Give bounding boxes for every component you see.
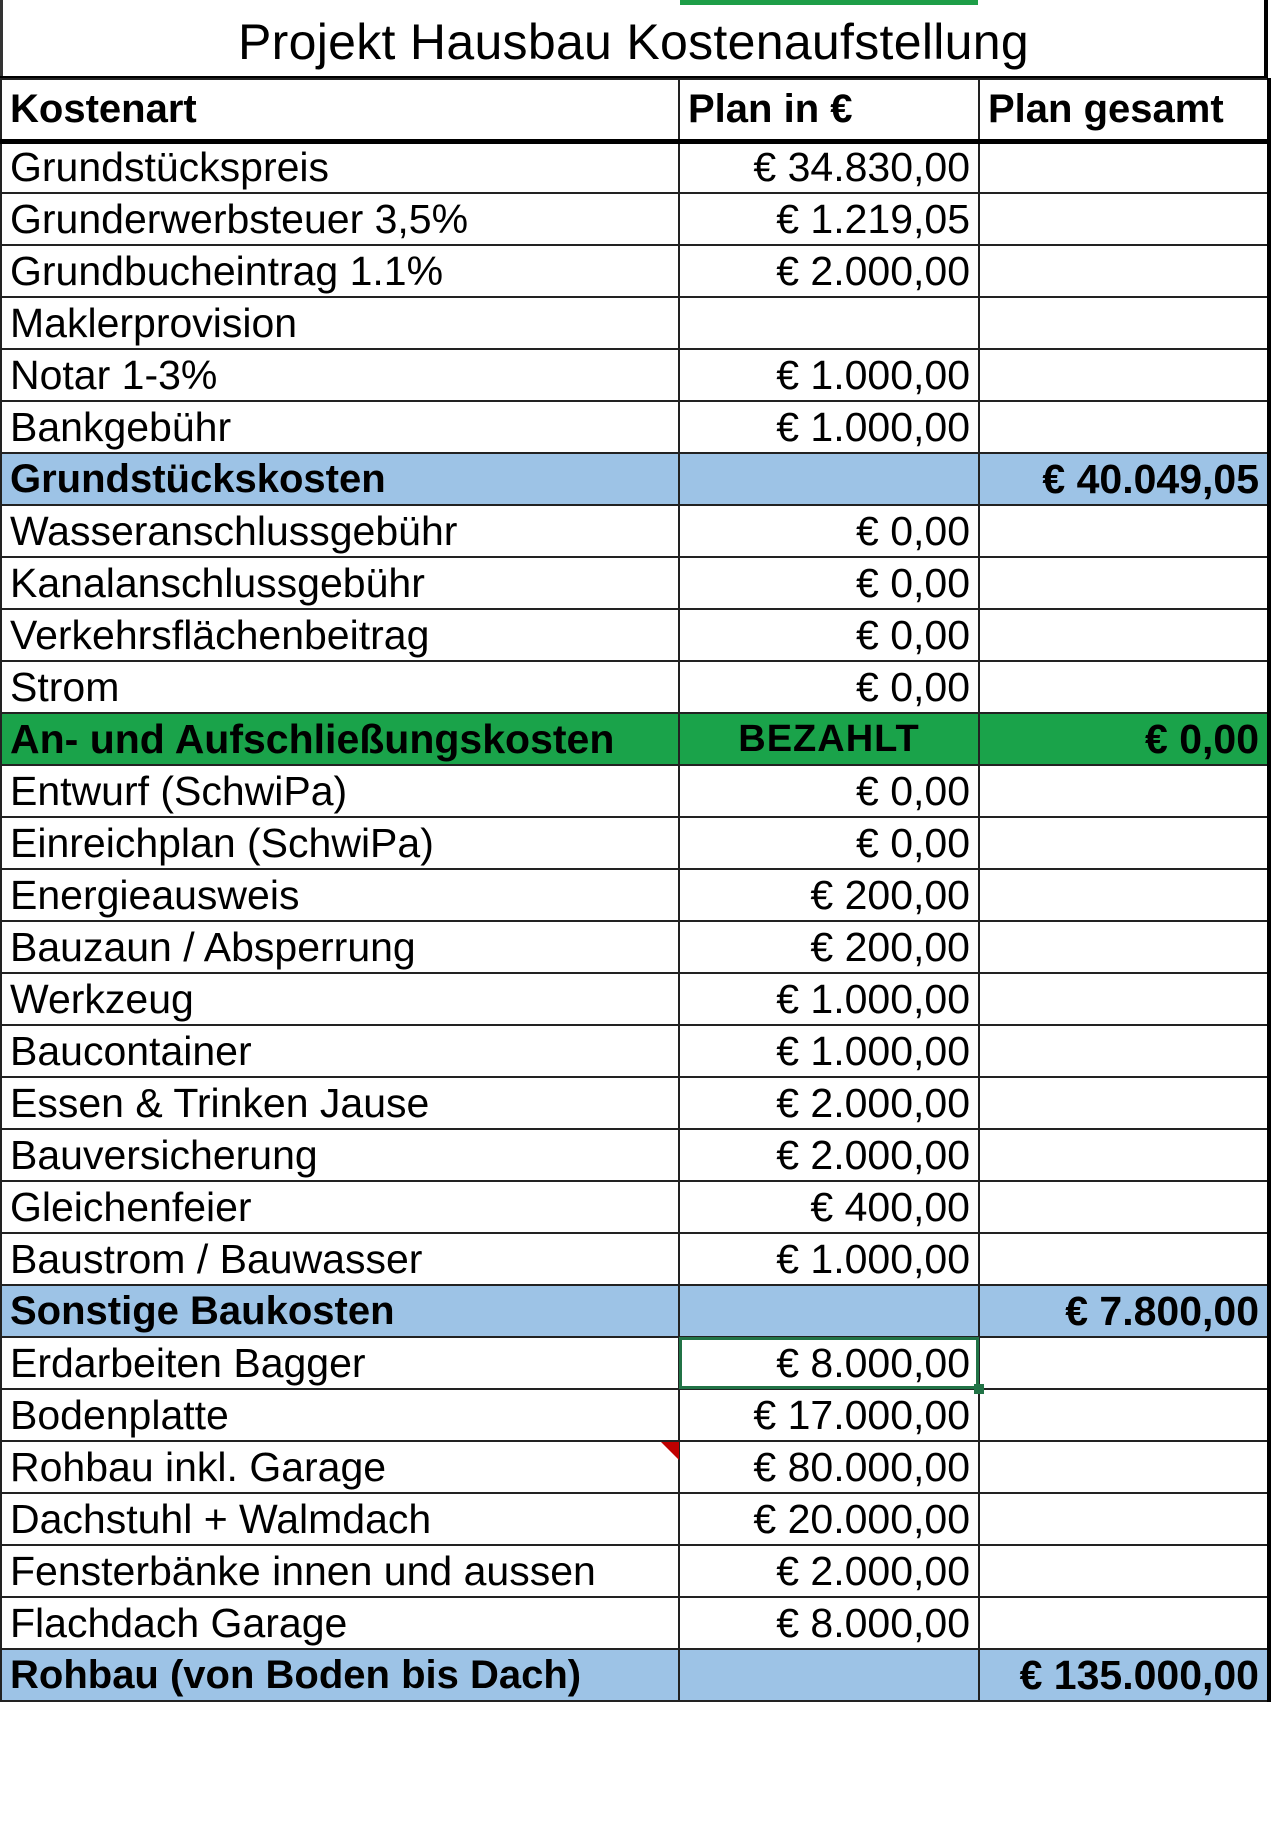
plan-amount-cell[interactable]: € 0,00	[679, 765, 979, 817]
plan-total-cell[interactable]	[979, 557, 1269, 609]
plan-amount-cell[interactable]: € 1.000,00	[679, 1233, 979, 1285]
plan-amount-cell[interactable]: € 0,00	[679, 817, 979, 869]
table-row	[1, 973, 1269, 1025]
cost-type-cell[interactable]: Werkzeug	[1, 973, 679, 1025]
table-row	[1, 505, 1269, 557]
plan-amount-cell[interactable]	[679, 1649, 979, 1701]
plan-amount-cell[interactable]: € 1.000,00	[679, 973, 979, 1025]
plan-amount-cell[interactable]	[679, 453, 979, 505]
table-row	[1, 1025, 1269, 1077]
plan-amount-cell[interactable]: € 0,00	[679, 661, 979, 713]
header-kostenart[interactable]: Kostenart	[1, 79, 679, 141]
plan-total-cell[interactable]	[979, 1077, 1269, 1129]
cost-type-cell[interactable]: Notar 1-3%	[1, 349, 679, 401]
plan-amount-cell[interactable]: € 200,00	[679, 921, 979, 973]
cost-type-cell[interactable]: Fensterbänke innen und aussen	[1, 1545, 679, 1597]
plan-amount-cell[interactable]	[679, 297, 979, 349]
plan-total-cell[interactable]	[979, 817, 1269, 869]
sheet-title[interactable]: Projekt Hausbau Kostenaufstellung	[0, 0, 1268, 78]
table-row	[1, 1441, 1269, 1493]
plan-total-cell[interactable]	[979, 609, 1269, 661]
cost-type-cell[interactable]: Baustrom / Bauwasser	[1, 1233, 679, 1285]
table-row	[1, 661, 1269, 713]
table-row	[1, 193, 1269, 245]
section-total-row	[1, 453, 1269, 505]
table-row	[1, 245, 1269, 297]
cost-type-cell[interactable]: Gleichenfeier	[1, 1181, 679, 1233]
section-total-row	[1, 1649, 1269, 1701]
cost-type-cell[interactable]: Maklerprovision	[1, 297, 679, 349]
plan-total-cell[interactable]	[979, 297, 1269, 349]
table-row	[1, 1597, 1269, 1649]
plan-amount-cell[interactable]: € 2.000,00	[679, 245, 979, 297]
plan-amount-cell[interactable]: € 2.000,00	[679, 1545, 979, 1597]
cost-type-cell[interactable]: Sonstige Baukosten	[1, 1285, 679, 1337]
header-plan-gesamt[interactable]: Plan gesamt	[979, 79, 1269, 141]
plan-total-cell[interactable]: € 40.049,05	[979, 453, 1269, 505]
plan-total-cell[interactable]	[979, 1129, 1269, 1181]
cost-table	[0, 78, 1271, 1702]
cost-type-cell[interactable]: Bauzaun / Absperrung	[1, 921, 679, 973]
paid-section-row	[1, 713, 1269, 765]
plan-total-cell[interactable]	[979, 349, 1269, 401]
comment-indicator-icon[interactable]	[661, 1442, 679, 1460]
plan-amount-cell[interactable]: € 17.000,00	[679, 1389, 979, 1441]
table-row	[1, 1389, 1269, 1441]
cost-type-cell[interactable]: Verkehrsflächenbeitrag	[1, 609, 679, 661]
plan-total-cell[interactable]	[979, 661, 1269, 713]
plan-amount-cell[interactable]: € 0,00	[679, 505, 979, 557]
plan-amount-cell[interactable]: € 0,00	[679, 609, 979, 661]
cost-type-cell[interactable]: Wasseranschlussgebühr	[1, 505, 679, 557]
table-row	[1, 1493, 1269, 1545]
plan-total-cell[interactable]	[979, 1441, 1269, 1493]
header-plan[interactable]: Plan in €	[679, 79, 979, 141]
plan-total-cell[interactable]: € 7.800,00	[979, 1285, 1269, 1337]
cost-type-cell[interactable]: Entwurf (SchwiPa)	[1, 765, 679, 817]
header-row	[1, 79, 1269, 141]
cost-type-cell[interactable]: Erdarbeiten Bagger	[1, 1337, 679, 1389]
table-row	[1, 1545, 1269, 1597]
plan-amount-cell[interactable]: € 1.000,00	[679, 401, 979, 453]
cost-type-cell[interactable]: Grundstückskosten	[1, 453, 679, 505]
plan-total-cell[interactable]: € 135.000,00	[979, 1649, 1269, 1701]
plan-amount-cell[interactable]: € 8.000,00	[679, 1337, 979, 1389]
plan-amount-cell[interactable]: € 2.000,00	[679, 1077, 979, 1129]
table-row	[1, 557, 1269, 609]
plan-amount-cell[interactable]: € 80.000,00	[679, 1441, 979, 1493]
plan-total-cell[interactable]	[979, 765, 1269, 817]
plan-amount-cell[interactable]: € 1.000,00	[679, 349, 979, 401]
table-row	[1, 1129, 1269, 1181]
table-row	[1, 817, 1269, 869]
table-row	[1, 1233, 1269, 1285]
cost-type-cell[interactable]: Grunderwerbsteuer 3,5%	[1, 193, 679, 245]
plan-total-cell[interactable]: € 0,00	[979, 713, 1269, 765]
plan-total-cell[interactable]	[979, 401, 1269, 453]
plan-total-cell[interactable]	[979, 869, 1269, 921]
plan-amount-cell[interactable]: € 20.000,00	[679, 1493, 979, 1545]
plan-total-cell[interactable]	[979, 1389, 1269, 1441]
plan-total-cell[interactable]	[979, 1545, 1269, 1597]
table-row	[1, 141, 1269, 193]
plan-amount-cell[interactable]: € 400,00	[679, 1181, 979, 1233]
fill-handle[interactable]	[974, 1384, 984, 1394]
cost-type-cell[interactable]: An- und Aufschließungskosten	[1, 713, 679, 765]
table-row	[1, 401, 1269, 453]
section-total-row	[1, 1285, 1269, 1337]
cost-type-cell[interactable]: Dachstuhl + Walmdach	[1, 1493, 679, 1545]
cost-type-cell[interactable]: Grundbucheintrag 1.1%	[1, 245, 679, 297]
plan-amount-cell[interactable]	[679, 1285, 979, 1337]
table-row	[1, 297, 1269, 349]
table-row	[1, 1181, 1269, 1233]
plan-amount-cell[interactable]: € 34.830,00	[679, 141, 979, 193]
cost-type-cell[interactable]: Bodenplatte	[1, 1389, 679, 1441]
plan-total-cell[interactable]	[979, 1493, 1269, 1545]
plan-amount-cell[interactable]: € 1.000,00	[679, 1025, 979, 1077]
table-row	[1, 349, 1269, 401]
paid-status-cell[interactable]: BEZAHLT	[679, 713, 979, 765]
plan-total-cell[interactable]	[979, 921, 1269, 973]
cost-type-cell[interactable]: Bankgebühr	[1, 401, 679, 453]
cost-type-cell[interactable]: Rohbau (von Boden bis Dach)	[1, 1649, 679, 1701]
plan-amount-cell[interactable]: € 2.000,00	[679, 1129, 979, 1181]
plan-amount-cell[interactable]: € 1.219,05	[679, 193, 979, 245]
plan-total-cell[interactable]	[979, 1025, 1269, 1077]
cost-type-cell[interactable]: Flachdach Garage	[1, 1597, 679, 1649]
plan-amount-cell[interactable]: € 8.000,00	[679, 1597, 979, 1649]
plan-amount-cell[interactable]: € 0,00	[679, 557, 979, 609]
cost-type-cell[interactable]: Baucontainer	[1, 1025, 679, 1077]
table-row	[1, 1337, 1269, 1389]
cost-type-cell[interactable]: Grundstückspreis	[1, 141, 679, 193]
plan-total-cell[interactable]	[979, 141, 1269, 193]
table-body	[1, 141, 1269, 1701]
cost-type-cell[interactable]: Rohbau inkl. Garage	[1, 1441, 679, 1493]
cost-type-cell[interactable]: Essen & Trinken Jause	[1, 1077, 679, 1129]
cost-type-cell[interactable]: Kanalanschlussgebühr	[1, 557, 679, 609]
table-row	[1, 869, 1269, 921]
table-row	[1, 921, 1269, 973]
table-row	[1, 609, 1269, 661]
plan-total-cell[interactable]	[979, 1337, 1269, 1389]
plan-total-cell[interactable]	[979, 1233, 1269, 1285]
cost-type-cell[interactable]: Energieausweis	[1, 869, 679, 921]
plan-total-cell[interactable]	[979, 505, 1269, 557]
table-row	[1, 1077, 1269, 1129]
table-row	[1, 765, 1269, 817]
cost-type-cell[interactable]: Strom	[1, 661, 679, 713]
cost-type-cell[interactable]: Einreichplan (SchwiPa)	[1, 817, 679, 869]
cost-type-cell[interactable]: Bauversicherung	[1, 1129, 679, 1181]
plan-total-cell[interactable]	[979, 245, 1269, 297]
plan-total-cell[interactable]	[979, 1597, 1269, 1649]
plan-total-cell[interactable]	[979, 1181, 1269, 1233]
plan-total-cell[interactable]	[979, 193, 1269, 245]
plan-amount-cell[interactable]: € 200,00	[679, 869, 979, 921]
plan-total-cell[interactable]	[979, 973, 1269, 1025]
